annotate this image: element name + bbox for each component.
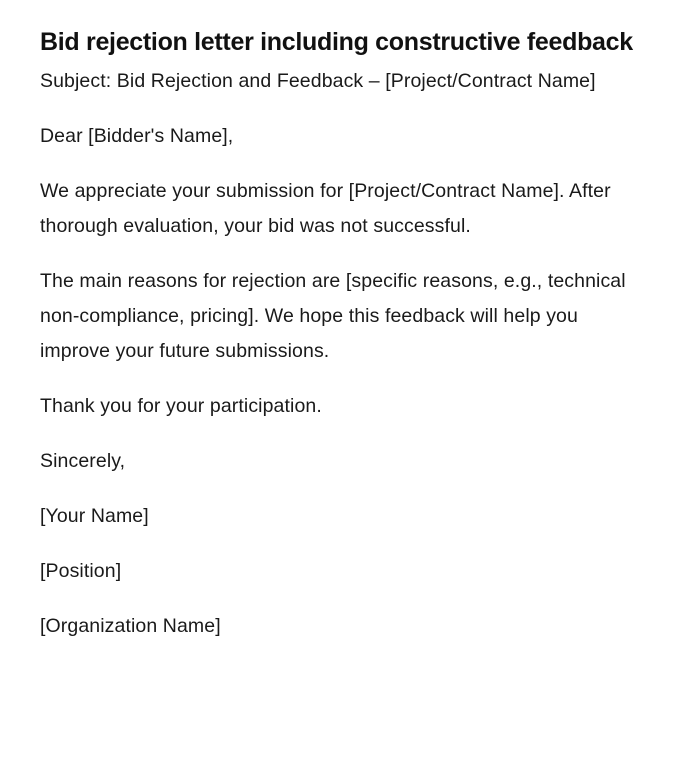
body-paragraph-appreciation: We appreciate your submission for [Project/Contract Name]. After thorough evaluation, your bid was not successful. bbox=[40, 180, 611, 237]
salutation: Dear [Bidder's Name], bbox=[40, 125, 234, 147]
signature-position: [Position] bbox=[40, 560, 122, 582]
closing: Sincerely, bbox=[40, 450, 126, 472]
subject-line: Subject: Bid Rejection and Feedback – [Project/Contract Name] bbox=[40, 70, 596, 92]
signature-organization: [Organization Name] bbox=[40, 615, 221, 637]
body-paragraph-thanks: Thank you for your participation. bbox=[40, 395, 322, 417]
body-paragraph-reasons: The main reasons for rejection are [specific reasons, e.g., technical non-compliance, pricing]. We hope this feedback will help you improve your future submissions. bbox=[40, 270, 626, 362]
signature-name: [Your Name] bbox=[40, 505, 149, 527]
document-title: Bid rejection letter including constructive feedback bbox=[40, 28, 633, 56]
